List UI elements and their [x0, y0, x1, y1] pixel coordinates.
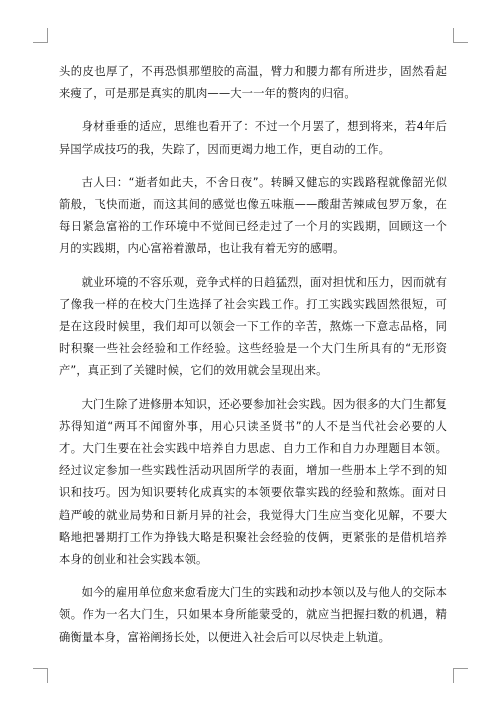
document-body: [59, 61, 447, 660]
crop-mark-top-left: [33, 28, 48, 43]
crop-mark-bottom-left: [33, 668, 48, 683]
crop-mark-bottom-right: [453, 668, 468, 683]
paragraph-employer-expectations: 如今的雇用单位愈来愈看庞大门生的实践和动抄本领以及与他人的交际本领。作为一名大门生，只如果本身所能蒙受的，就应当把握扫数的机遇，精确衡量本身，富裕阐扬长处，以便进入社会后可以尽快走上轨道。: [59, 586, 447, 644]
paragraph-continuation: 头的皮也厚了，不再恐惧那塑胶的高温，臂力和腰力都有所进步，固然看起来瘦了，可是那是真实的肌肉——大一一年的赘肉的归宿。: [59, 65, 447, 101]
paragraph-social-practice: 大门生除了进修册本知识，还必要参加社会实践。因为很多的大门生都复苏得知道“两耳不闻窗外事，用心只读圣贤书”的人不是当代社会必要的人才。大门生要在社会实践中培养自力思虑、自力工作和自力办理题目本领。经过议定参加一些实践性活动巩固所学的表面，增加一些册本上学不到的知识和技巧。因为知识要转化成真实的本领要依靠实践的经验和熬炼。面对日趋严峻的就业局势和日新月异的社会，我觉得大门生应当变化见解，不要大略地把暑期打工作为挣钱大略是积聚社会经验的伎俩，更紧张的是借机培养本身的创业和社会实践本领。: [59, 397, 447, 567]
crop-mark-top-right: [453, 28, 468, 43]
paragraph-ancient-quote: 古人曰：“逝者如此夫，不舍日夜”。转瞬又健忘的实践路程就像韶光似箭般，飞快而逝，而这其间的感觉也像五味瓶——酸甜苦辣咸包罗万象，在每日紧急富裕的工作环境中不觉间已经走过了一个月的实践期，回顾这一个月的实践期，内心富裕着激昂，也让我有着无穷的感喟。: [59, 175, 447, 256]
paragraph-body-adaptation: 身材垂垂的适应，思维也看开了：不过一个月罢了，想到将来，若4年后异国学成技巧的我，失踪了，因而更竭力地工作，更自动的工作。: [59, 120, 447, 156]
paragraph-employment-environment: 就业环境的不容乐观，竞争式样的日趋猛烈，面对担忧和压力，因而就有了像我一样的在校大门生选择了社会实践工作。打工实践实践固然很短，可是在这段时候里，我们却可以领会一下工作的辛苦，熬炼一下意志品格，同时积聚一些社会经验和工作经验。这些经验是一个大门生所具有的“无形资产”，真正到了关键时候，它们的效用就会呈现出来。: [59, 275, 447, 378]
